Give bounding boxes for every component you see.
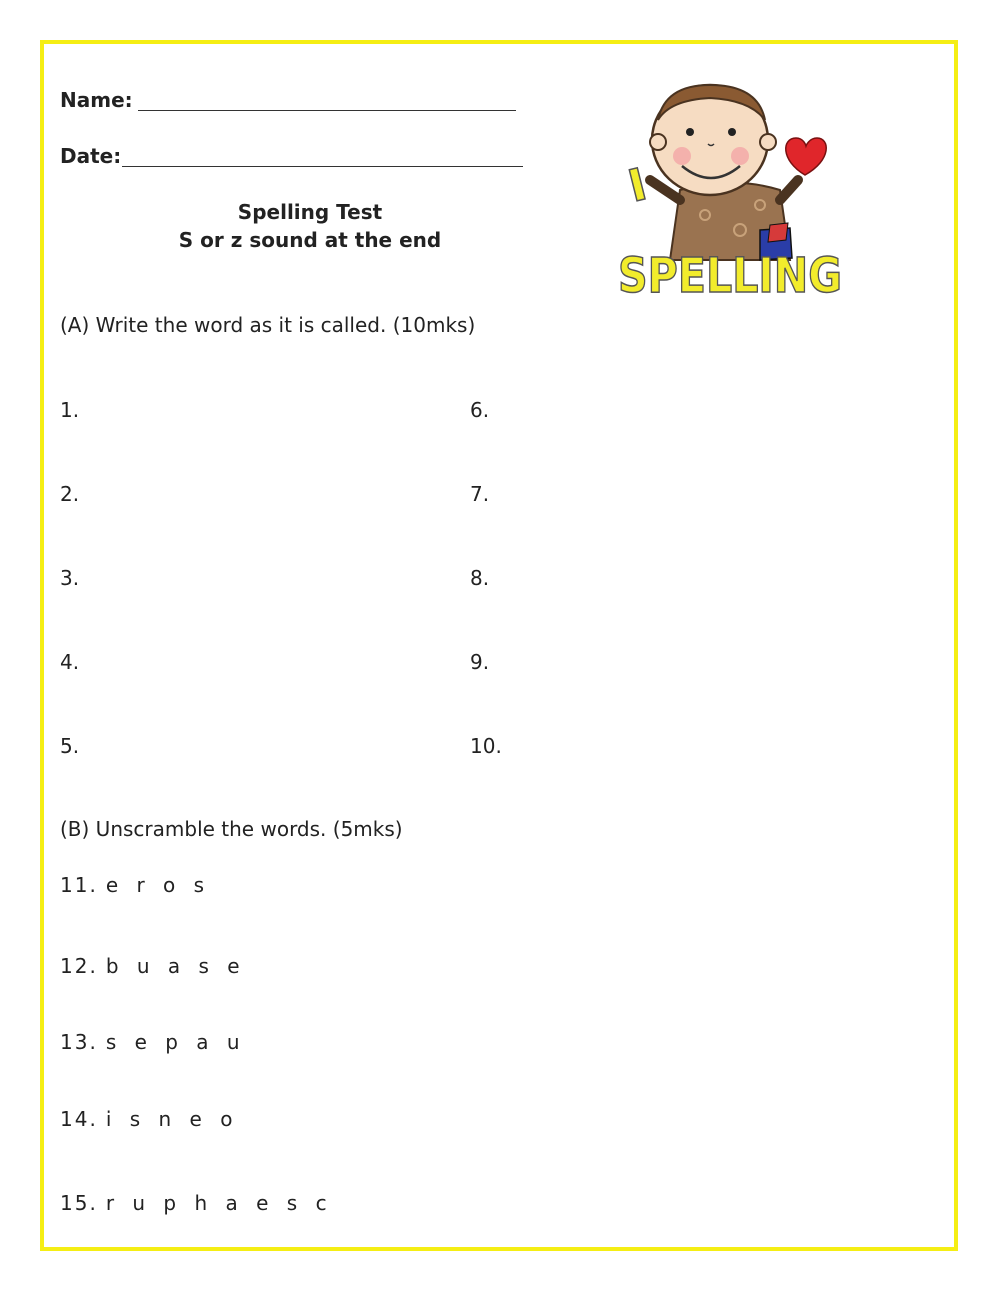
question-number: 1. (60, 398, 80, 422)
item-number: 12. (60, 954, 98, 978)
unscramble-item (60, 1107, 238, 1131)
heart-icon (786, 138, 826, 175)
question-number: 5. (60, 734, 80, 758)
question-number: 10. (470, 734, 502, 758)
item-number: 11. (60, 873, 98, 897)
name-field[interactable] (138, 110, 516, 111)
date-field[interactable] (122, 166, 523, 167)
question-number: 4. (60, 650, 80, 674)
scrambled-letters: i s n e o (105, 1107, 239, 1131)
question-number: 8. (470, 566, 490, 590)
item-number: 15. (60, 1191, 98, 1215)
scrambled-letters: e r o s (105, 873, 211, 897)
question-number: 7. (470, 482, 490, 506)
clipart-word: SPELLING (618, 248, 842, 304)
unscramble-item (60, 1191, 333, 1215)
spelling-boy-clipart (610, 80, 850, 305)
item-number: 14. (60, 1107, 98, 1131)
unscramble-item (60, 1030, 246, 1054)
name-label: Name: (60, 88, 133, 112)
title-line-1: Spelling Test (237, 200, 383, 224)
question-number: 2. (60, 482, 80, 506)
scrambled-letters: r u p h a e s c (105, 1191, 333, 1215)
question-number: 3. (60, 566, 80, 590)
date-label: Date: (60, 144, 122, 168)
item-number: 13. (60, 1030, 98, 1054)
title-line-2: S or z sound at the end (178, 228, 442, 252)
clipart-letter: I (623, 159, 652, 213)
question-number: 9. (470, 650, 490, 674)
scrambled-letters: b u a s e (105, 954, 246, 978)
unscramble-item (60, 873, 210, 897)
section-a-heading: (A) Write the word as it is called. (10mks) (60, 313, 476, 337)
section-b-heading: (B) Unscramble the words. (5mks) (60, 817, 403, 841)
scrambled-letters: s e p a u (105, 1030, 246, 1054)
question-number: 6. (470, 398, 490, 422)
unscramble-item (60, 954, 246, 978)
